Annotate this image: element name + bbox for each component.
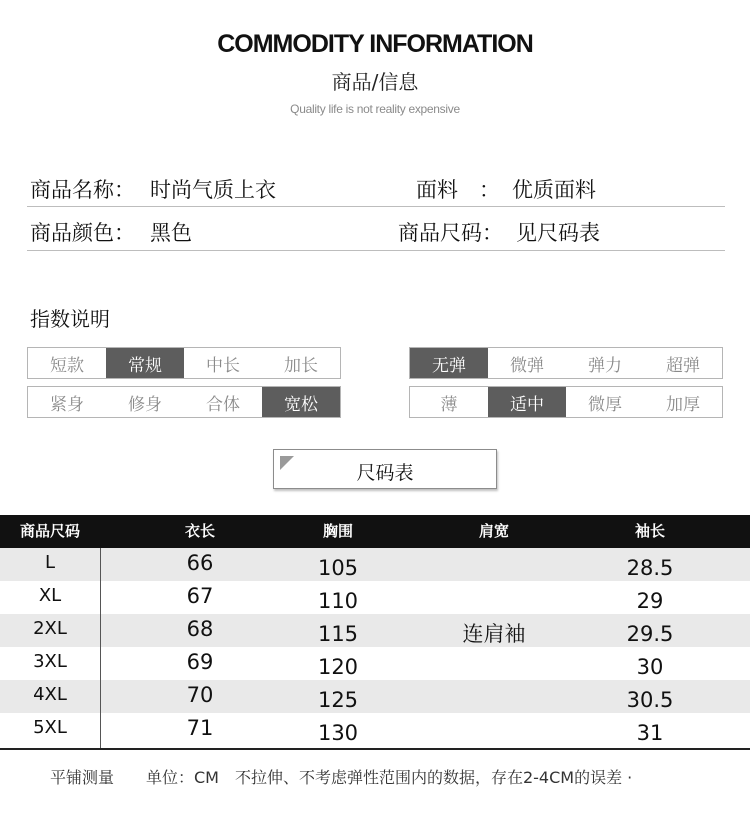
size-table-header <box>0 515 750 548</box>
stretch-option: 微弹 <box>510 355 544 376</box>
header-size: 商品尺码 <box>19 522 80 540</box>
index-title: 指数说明 <box>30 307 110 331</box>
fit-index <box>27 386 341 418</box>
header-chest: 胸围 <box>322 522 353 540</box>
cell-length: 68 <box>186 617 214 641</box>
stretch-option: 弹力 <box>588 355 622 376</box>
cell-sleeve: 29 <box>636 589 664 613</box>
length-option: 短款 <box>50 355 84 376</box>
stretch-option: 无弹 <box>410 348 488 378</box>
cell-chest: 110 <box>317 589 359 613</box>
length-option: 加长 <box>284 355 318 376</box>
cell-chest: 105 <box>317 556 359 580</box>
table-row <box>0 647 750 680</box>
measurement-note: 平铺测量 单位：CM 不拉伸、不考虑弹性范围内的数据，存在2-4CM的误差 · <box>50 768 633 787</box>
cell-size: XL <box>38 585 62 606</box>
table-row <box>0 548 750 581</box>
fabric-value: 优质面料 <box>512 178 596 202</box>
cell-sleeve: 31 <box>636 721 664 745</box>
cell-length: 66 <box>186 551 214 575</box>
fabric-label: 面料 ： <box>416 178 500 202</box>
cell-sleeve: 30.5 <box>626 688 674 712</box>
stretch-option: 超弹 <box>666 355 700 376</box>
page-subtitle: 商品/信息 <box>331 70 419 94</box>
column-divider <box>100 548 101 748</box>
cell-length: 71 <box>186 716 214 740</box>
cell-length: 69 <box>186 650 214 674</box>
header-shoulder: 肩宽 <box>478 522 509 540</box>
length-option: 常规 <box>106 348 184 378</box>
product-size-label: 商品尺码： <box>398 221 503 245</box>
cell-size: 3XL <box>33 651 67 672</box>
length-option: 中长 <box>206 355 240 376</box>
size-chart-label: 尺码表 <box>356 462 414 484</box>
cell-sleeve: 28.5 <box>626 556 674 580</box>
product-name-value: 时尚气质上衣 <box>150 178 276 202</box>
table-row <box>0 581 750 614</box>
cell-length: 70 <box>186 683 214 707</box>
product-color-value: 黑色 <box>150 221 192 245</box>
length-index <box>27 347 341 379</box>
thickness-option: 适中 <box>488 387 566 417</box>
cell-sleeve: 29.5 <box>626 622 674 646</box>
fit-option: 合体 <box>206 394 240 415</box>
thickness-index <box>409 386 723 418</box>
divider <box>27 206 725 207</box>
shoulder-note: 连肩袖 <box>462 622 526 646</box>
header-length: 衣长 <box>184 522 215 540</box>
cell-chest: 120 <box>317 655 359 679</box>
cell-sleeve: 30 <box>636 655 664 679</box>
product-name-label: 商品名称： <box>30 178 135 202</box>
fit-option: 宽松 <box>262 387 340 417</box>
table-row <box>0 713 750 746</box>
table-row <box>0 680 750 713</box>
cell-size: L <box>44 552 56 573</box>
cell-size: 5XL <box>33 717 67 738</box>
fit-option: 紧身 <box>50 394 84 415</box>
cell-size: 2XL <box>33 618 67 639</box>
tagline: Quality life is not reality expensive <box>290 102 460 116</box>
thickness-option: 微厚 <box>588 394 622 415</box>
cell-size: 4XL <box>33 684 67 705</box>
size-chart-button <box>273 449 497 489</box>
divider <box>27 250 725 251</box>
table-bottom-rule <box>0 748 750 750</box>
cell-length: 67 <box>186 584 214 608</box>
cell-chest: 115 <box>317 622 359 646</box>
table-row <box>0 614 750 647</box>
thickness-option: 加厚 <box>666 394 700 415</box>
page-title: COMMODITY INFORMATION <box>217 30 533 58</box>
header-sleeve: 袖长 <box>634 522 665 540</box>
cell-chest: 130 <box>317 721 359 745</box>
thickness-option: 薄 <box>440 394 458 415</box>
product-size-value: 见尺码表 <box>516 221 600 245</box>
fit-option: 修身 <box>128 394 162 415</box>
product-color-label: 商品颜色： <box>30 221 135 245</box>
cell-chest: 125 <box>317 688 359 712</box>
stretch-index <box>409 347 723 379</box>
